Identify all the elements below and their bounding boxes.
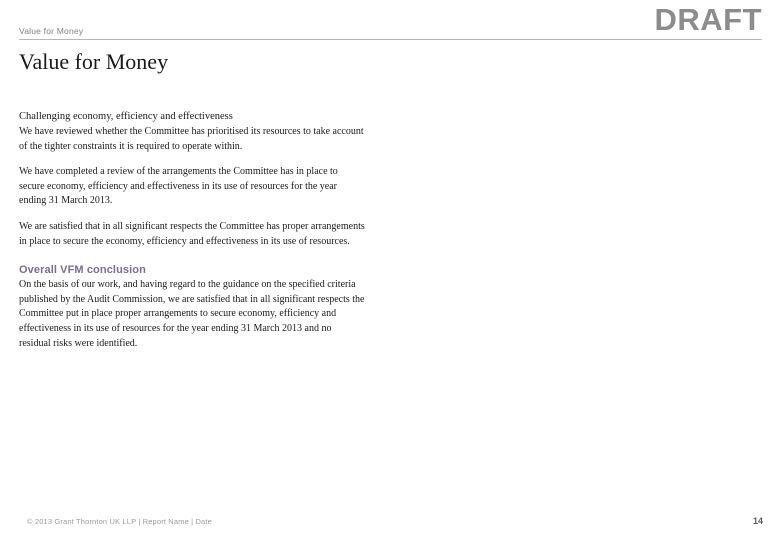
slide-body [19, 110, 365, 351]
slide-header [0, 0, 780, 46]
header-divider [19, 39, 762, 40]
draft-watermark-label: DRAFT [654, 2, 762, 37]
footer-copyright: © 2013 Grant Thornton UK LLP | Report Name | Date [27, 517, 212, 526]
page-title: Value for Money [19, 49, 169, 74]
body-paragraph-3: We are satisfied that in all significant respects the Committee has proper arrangements in place to secure the economy, efficiency and effectiveness in its use of resources. [19, 220, 365, 247]
footer-page-number: 14 [752, 516, 763, 526]
overall-vfm-conclusion-paragraph: On the basis of our work, and having regard to the guidance on the specified criteria published by the Audit Commission, we are satisfied that in all significant respects the Committee put in place proper arrangements to secure economy, efficiency and effectiveness in its use of resources for the year ending 31 March 2013 and no residual risks were identified. [19, 279, 365, 349]
body-paragraph-2: We have completed a review of the arrangements the Committee has in place to secure economy, efficiency and effectiveness in its use of resources for the year ending 31 March 2013. [19, 166, 338, 207]
overall-vfm-conclusion-heading: Overall VFM conclusion [19, 264, 146, 277]
body-paragraph-1: We have reviewed whether the Committee has prioritised its resources to take account of the tighter constraints it is required to operate within. [19, 126, 364, 152]
body-lead-line: Challenging economy, efficiency and effectiveness [19, 111, 233, 122]
header-section-label: Value for Money [19, 26, 84, 36]
